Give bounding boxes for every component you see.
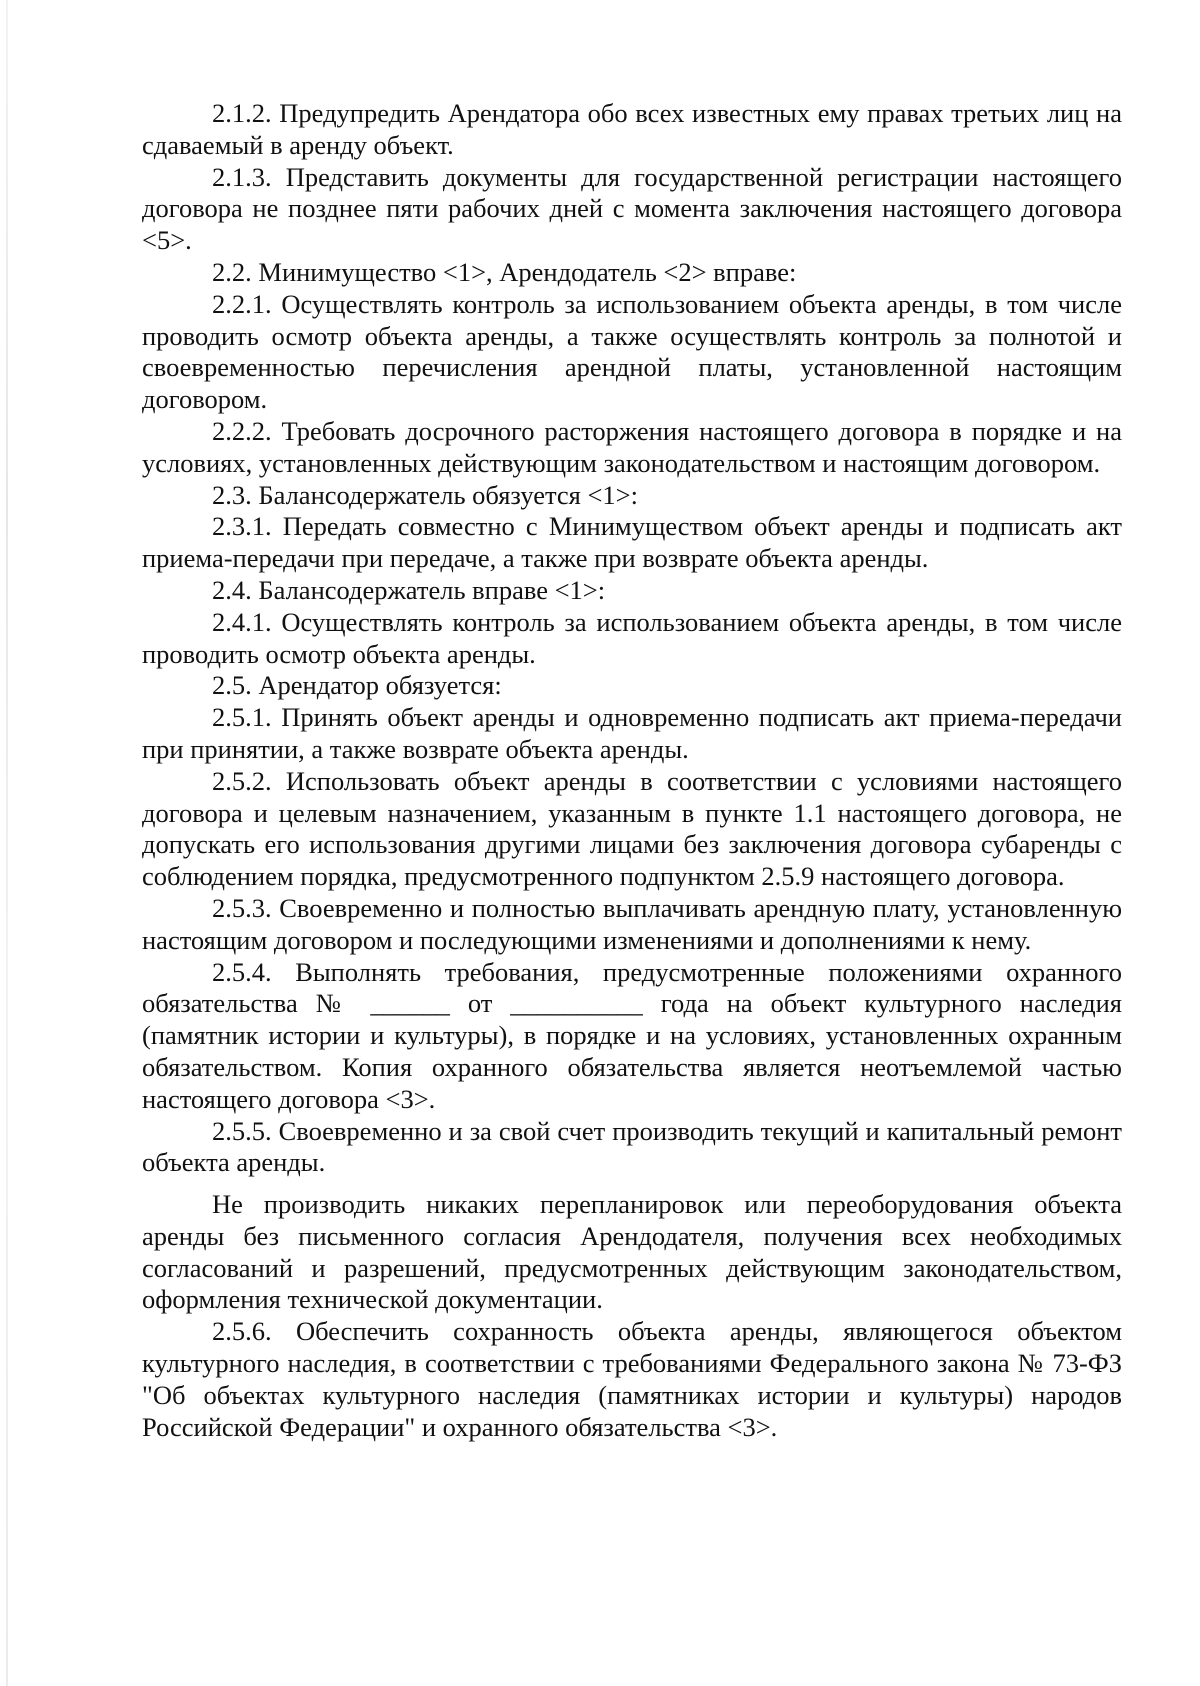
clause-2-5: 2.5. Арендатор обязуется:: [212, 670, 502, 701]
clause-2-5-1: 2.5.1. Принять объект аренды и одновременно подписать акт приема-передачи при принятии, а также возврате объекта аренды.: [142, 702, 1122, 764]
scan-edge-shadow: [6, 0, 8, 1686]
document-body: [142, 98, 1122, 1443]
clause-2-1-3: 2.1.3. Представить документы для государственной регистрации настоящего договора не позднее пяти рабочих дней с момента заключения настоящего договора <5>.: [142, 161, 1122, 256]
clause-2-3: 2.3. Балансодержатель обязуется <1>:: [212, 479, 638, 510]
clause-2-3-1: 2.3.1. Передать совместно с Минимуществом объект аренды и подписать акт приема-передачи при передаче, а также при возврате объекта аренды.: [142, 511, 1122, 574]
clause-2-4-1: 2.4.1. Осуществлять контроль за использованием объекта аренды, в том числе проводить осмотр объекта аренды.: [142, 606, 1122, 669]
clause-2-2-2: 2.2.2. Требовать досрочного расторжения настоящего договора в порядке и на условиях, установленных действующим законодательством и настоящим договором.: [142, 415, 1122, 478]
clause-2-5-4: 2.5.4. Выполнять требования, предусмотренные положениями охранного обязательства № ______ от __________ года на объект культурного наследия (памятник истории и культуры), в порядке и на условиях, установленных охранным обязательством. Копия охранного обязательства является неотъемлемой частью настоящего договора <3>.: [142, 956, 1122, 1114]
clause-2-5-2: 2.5.2. Использовать объект аренды в соответствии с условиями настоящего договора и целевым назначением, указанным в пункте 1.1 настоящего договора, не допускать его использования другими лицами без заключения договора субаренды с соблюдением порядка, предусмотренного подпунктом 2.5.9 настоящего договора.: [142, 765, 1122, 892]
clause-2-5-5: 2.5.5. Своевременно и за свой счет производить текущий и капитальный ремонт объекта аренды.: [142, 1115, 1122, 1178]
clause-2-2: 2.2. Минимущество <1>, Арендодатель <2> вправе:: [212, 256, 797, 287]
clause-2-4: 2.4. Балансодержатель вправе <1>:: [212, 574, 606, 605]
clause-2-5-5-continuation: Не производить никаких перепланировок или переоборудования объекта аренды без письменного согласия Арендодателя, получения всех необходимых согласований и разрешений, предусмотренных действующим законодательством, оформления технической документации.: [142, 1189, 1122, 1315]
clause-2-2-1: 2.2.1. Осуществлять контроль за использованием объекта аренды, в том числе проводить осмотр объекта аренды, а также осуществлять контроль за полнотой и своевременностью перечисления арендной платы, установленной настоящим договором.: [142, 288, 1122, 415]
clause-2-5-6: 2.5.6. Обеспечить сохранность объекта аренды, являющегося объектом культурного наследия, в соответствии с требованиями Федерального закона № 73-ФЗ "Об объектах культурного наследия (памятниках истории и культуры) народов Российской Федерации" и охранного обязательства <3>.: [142, 1316, 1122, 1442]
clause-2-5-3: 2.5.3. Своевременно и полностью выплачивать арендную плату, установленную настоящим договором и последующими изменениями и дополнениями к нему.: [142, 892, 1122, 955]
clause-2-1-2: 2.1.2. Предупредить Арендатора обо всех известных ему правах третьих лиц на сдаваемый в аренду объект.: [142, 98, 1122, 160]
